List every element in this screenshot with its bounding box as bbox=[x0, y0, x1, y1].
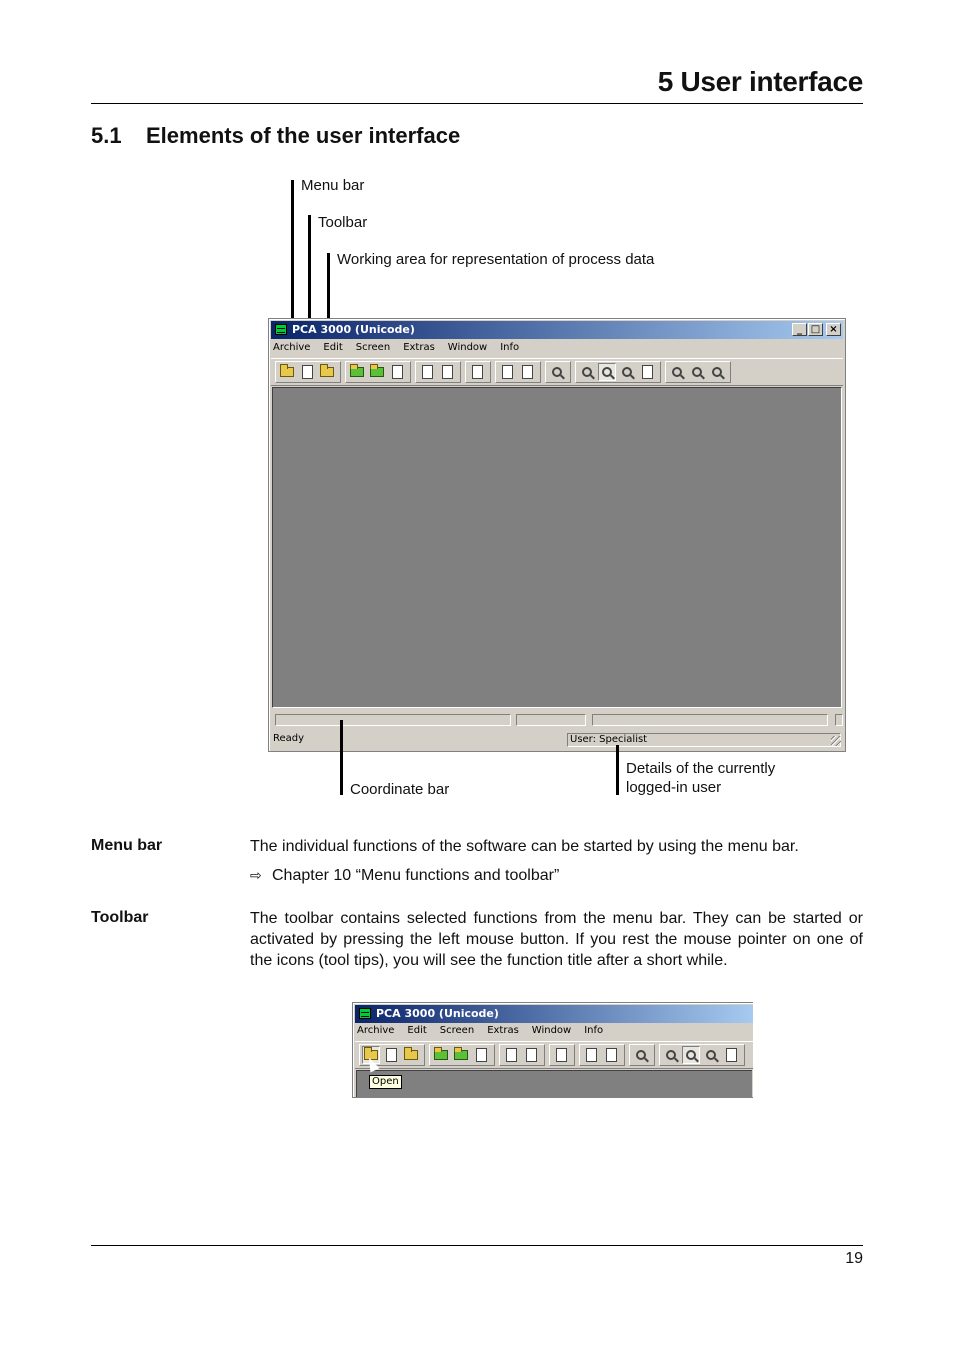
zoom-pressed-icon[interactable] bbox=[598, 363, 616, 381]
menu-edit[interactable]: Edit bbox=[323, 342, 343, 353]
zoom-x-icon[interactable] bbox=[668, 363, 686, 381]
tooltip-search-icon[interactable] bbox=[632, 1046, 650, 1064]
save-green-icon[interactable] bbox=[368, 363, 386, 381]
coordinate-bar bbox=[272, 712, 842, 728]
toolbar-group-zoom bbox=[575, 361, 661, 383]
tooltip-list-icon[interactable] bbox=[582, 1046, 600, 1064]
tooltip-menu-archive[interactable]: Archive bbox=[357, 1025, 395, 1036]
search-icon[interactable] bbox=[548, 363, 566, 381]
coordinate-bar-callout-line bbox=[340, 720, 343, 795]
term-menu-bar: Menu bar bbox=[91, 837, 163, 854]
tooltip-open-file-icon[interactable] bbox=[382, 1046, 400, 1064]
working-area[interactable] bbox=[272, 387, 842, 708]
crossref-link[interactable]: Chapter 10 “Menu functions and toolbar” bbox=[272, 867, 560, 884]
status-ready: Ready bbox=[273, 733, 305, 744]
list-icon[interactable] bbox=[498, 363, 516, 381]
close-button[interactable]: × bbox=[826, 323, 841, 336]
tooltip-toolbar-group-zoom bbox=[659, 1044, 745, 1066]
toolbar bbox=[271, 358, 843, 386]
menu-bar bbox=[273, 339, 519, 357]
save-icon[interactable] bbox=[318, 363, 336, 381]
footer-rule bbox=[91, 1245, 863, 1246]
tooltip-menu-edit[interactable]: Edit bbox=[407, 1025, 427, 1036]
tooltip-toolbar-group-data bbox=[429, 1044, 495, 1066]
resize-grip-icon[interactable] bbox=[831, 736, 841, 746]
desc-toolbar: The toolbar contains selected functions from the menu bar. They can be started or activated by pressing the left mouse button. If you rest the mouse pointer on one of the icons (tool tips), you will see the function title after a short while. bbox=[250, 910, 863, 969]
tooltip-toolbar bbox=[355, 1041, 753, 1069]
print-preview-icon[interactable] bbox=[418, 363, 436, 381]
menu-extras[interactable]: Extras bbox=[403, 342, 435, 353]
tooltip-app-icon bbox=[359, 1008, 371, 1019]
zoom-in-icon[interactable] bbox=[618, 363, 636, 381]
user-details-callout-label bbox=[626, 759, 775, 797]
toolbar-group-data bbox=[345, 361, 411, 383]
toolbar-group-print bbox=[415, 361, 461, 383]
tooltip-edit-icon[interactable] bbox=[602, 1046, 620, 1064]
window-controls bbox=[792, 323, 841, 337]
tooltip-menu-screen[interactable]: Screen bbox=[439, 1025, 475, 1036]
tooltip-zoom-in-icon[interactable] bbox=[702, 1046, 720, 1064]
toolbar-group-list bbox=[495, 361, 541, 383]
tooltip-toolbar-group-properties bbox=[549, 1044, 575, 1066]
tooltip-toolbar-group-search bbox=[629, 1044, 655, 1066]
header-rule bbox=[91, 103, 863, 104]
edit-icon[interactable] bbox=[518, 363, 536, 381]
toolbar-group-properties bbox=[465, 361, 491, 383]
coordinate-field-3 bbox=[592, 714, 828, 726]
toolbar-group-search bbox=[545, 361, 571, 383]
desc-menu-bar: The individual functions of the software can be started by using the menu bar. bbox=[250, 838, 799, 855]
status-user: User: Specialist bbox=[567, 733, 841, 747]
section-title-text: Elements of the user interface bbox=[146, 123, 461, 148]
menu-bar-callout-label: Menu bar bbox=[301, 177, 365, 194]
tooltip-menu-window[interactable]: Window bbox=[531, 1025, 572, 1036]
tooltip-window bbox=[352, 1002, 753, 1098]
tooltip-window-titlebar[interactable] bbox=[355, 1005, 753, 1023]
user-details-callout-line bbox=[616, 745, 619, 795]
minimize-button[interactable]: _ bbox=[792, 323, 807, 336]
tooltip-toolbar-group-list bbox=[579, 1044, 625, 1066]
window-titlebar[interactable] bbox=[271, 321, 843, 339]
tooltip-menu-bar bbox=[357, 1022, 603, 1040]
open-green-icon[interactable] bbox=[348, 363, 366, 381]
properties-icon[interactable] bbox=[468, 363, 486, 381]
page-number: 19 bbox=[845, 1250, 863, 1267]
grid-icon[interactable] bbox=[638, 363, 656, 381]
tooltip-menu-extras[interactable]: Extras bbox=[487, 1025, 519, 1036]
tooltip-open-green-icon[interactable] bbox=[432, 1046, 450, 1064]
menu-window[interactable]: Window bbox=[447, 342, 488, 353]
print-icon[interactable] bbox=[438, 363, 456, 381]
user-details-line-1: Details of the currently bbox=[626, 760, 776, 777]
coordinate-field-1 bbox=[275, 714, 511, 726]
app-window bbox=[268, 318, 846, 752]
zoom-y-icon[interactable] bbox=[688, 363, 706, 381]
crossref-menu-bar bbox=[250, 867, 559, 885]
export-icon[interactable] bbox=[388, 363, 406, 381]
toolbar-group-axis-zoom bbox=[665, 361, 731, 383]
maximize-button[interactable]: □ bbox=[808, 323, 823, 336]
tooltip-save-green-icon[interactable] bbox=[452, 1046, 470, 1064]
section-title bbox=[91, 123, 460, 149]
section-number: 5.1 bbox=[91, 123, 122, 148]
menu-screen[interactable]: Screen bbox=[355, 342, 391, 353]
coordinate-field-2 bbox=[516, 714, 586, 726]
tooltip-zoom-pressed-icon[interactable] bbox=[682, 1046, 700, 1064]
tooltip-window-title: PCA 3000 (Unicode) bbox=[376, 1007, 499, 1020]
open-file-icon[interactable] bbox=[298, 363, 316, 381]
coordinate-bar-callout-label: Coordinate bar bbox=[350, 781, 450, 798]
tooltip-open: Open bbox=[369, 1075, 402, 1089]
zoom-icon[interactable] bbox=[578, 363, 596, 381]
tooltip-toolbar-group-print bbox=[499, 1044, 545, 1066]
tooltip-grid-icon[interactable] bbox=[722, 1046, 740, 1064]
tooltip-print-preview-icon[interactable] bbox=[502, 1046, 520, 1064]
open-archive-icon[interactable] bbox=[278, 363, 296, 381]
zoom-out-icon[interactable] bbox=[708, 363, 726, 381]
crossref-arrow-icon: ⇨ bbox=[250, 867, 262, 883]
tooltip-menu-info[interactable]: Info bbox=[584, 1025, 604, 1036]
status-bar bbox=[271, 732, 843, 748]
tooltip-properties-icon[interactable] bbox=[552, 1046, 570, 1064]
tooltip-zoom-icon[interactable] bbox=[662, 1046, 680, 1064]
coordinate-field-4 bbox=[835, 714, 843, 726]
window-title: PCA 3000 (Unicode) bbox=[292, 323, 415, 336]
user-details-line-2: logged-in user bbox=[626, 779, 722, 796]
menu-archive[interactable]: Archive bbox=[273, 342, 311, 353]
app-icon bbox=[275, 324, 287, 335]
working-area-callout-label: Working area for representation of process data bbox=[337, 251, 655, 268]
tooltip-save-icon[interactable] bbox=[402, 1046, 420, 1064]
term-toolbar: Toolbar bbox=[91, 909, 149, 926]
tooltip-print-icon[interactable] bbox=[522, 1046, 540, 1064]
toolbar-callout-label: Toolbar bbox=[318, 214, 368, 231]
chapter-title: 5 User interface bbox=[657, 66, 863, 97]
toolbar-group-file bbox=[275, 361, 341, 383]
tooltip-export-icon[interactable] bbox=[472, 1046, 490, 1064]
menu-info[interactable]: Info bbox=[500, 342, 520, 353]
tooltip-working-area[interactable] bbox=[356, 1070, 752, 1098]
